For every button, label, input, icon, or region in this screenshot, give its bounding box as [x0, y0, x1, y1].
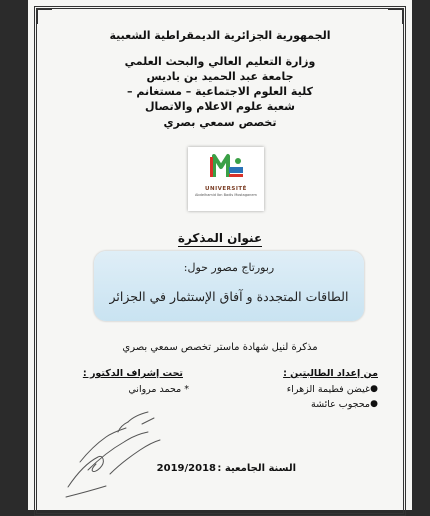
supervisor-label: تحت إشراف الدكتور : — [82, 368, 183, 379]
academic-year-label: السنة الجامعية : — [217, 463, 296, 474]
students-label: من إعداد الطالبتين : — [283, 368, 378, 379]
memo-title-label — [28, 231, 412, 245]
border-corner — [36, 8, 52, 24]
logo-subtext: Abdelhamid Ibn Badis Mostaganem — [195, 193, 257, 197]
faculty-line: كلية العلوم الاجتماعية – مستغانم – — [127, 85, 313, 98]
memo-title-line1: ربورتاج مصور حول: — [183, 261, 275, 274]
bullet-icon: ● — [370, 399, 378, 409]
bullet-icon: ● — [370, 384, 378, 394]
ministry-line: وزارة التعليم العالي والبحث العلمي — [124, 55, 316, 68]
specialty-line: تخصص سمعي بصري — [163, 116, 277, 129]
student-name: محجوب عائشة — [311, 399, 370, 410]
memo-title-label-text: عنوان المذكرة — [177, 231, 263, 245]
logo-text: UNIVERSITÉ — [205, 186, 247, 192]
supervisor-name: * محمد مرواني — [128, 384, 189, 395]
border-corner — [388, 8, 404, 24]
document-page — [28, 0, 412, 510]
degree-line: مذكرة لنيل شهادة ماستر تخصص سمعي بصري — [122, 342, 318, 353]
memo-title-box — [94, 251, 364, 321]
student-name: غيضن فطيمة الزهراء — [286, 384, 370, 395]
memo-title-line2: الطاقات المتجددة و آفاق الإستثمار في الجزائر — [109, 289, 349, 304]
university-logo — [188, 147, 264, 211]
academic-year-value: 2019/2018 — [156, 463, 216, 474]
republic-line: الجمهورية الجزائرية الديمقراطية الشعبية — [109, 29, 331, 42]
department-line: شعبة علوم الاعلام والاتصال — [145, 100, 295, 113]
logo-mark-icon — [188, 147, 264, 187]
university-line: جامعة عبد الحميد بن باديس — [146, 70, 294, 83]
handwritten-signature — [58, 402, 178, 502]
